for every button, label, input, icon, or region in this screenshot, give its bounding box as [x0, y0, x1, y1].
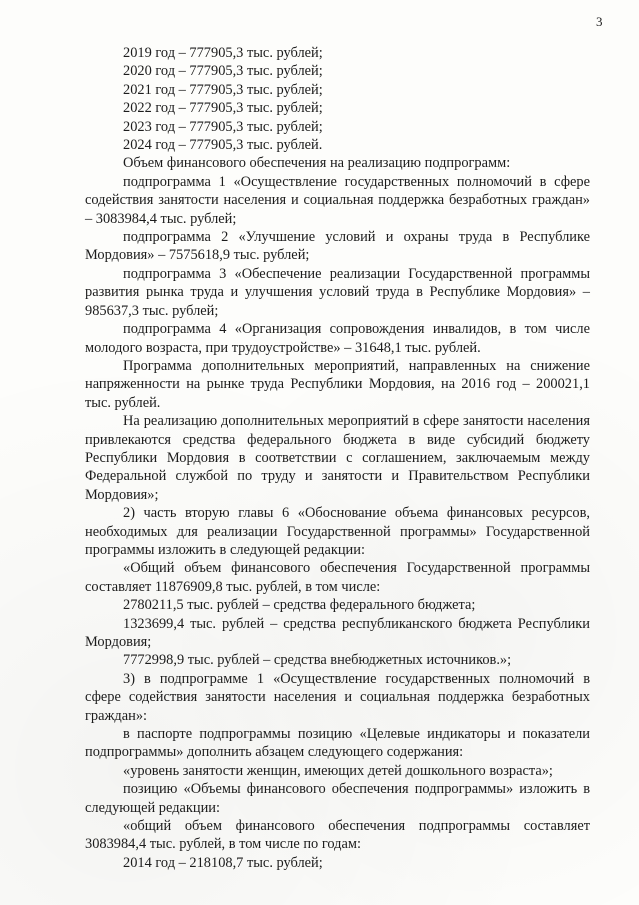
paragraph: подпрограмма 4 «Организация сопровождения инвалидов, в том числе молодого возраста, при трудоустройстве» – 31648,1 тыс. рублей. — [85, 321, 590, 356]
paragraph: позицию «Объемы финансового обеспечения подпрограммы» изложить в следующей редакции: — [85, 781, 590, 816]
year-line: 2020 год – 777905,3 тыс. рублей; — [123, 63, 323, 80]
paragraph: На реализацию дополнительных мероприятий в сфере занятости населения привлекаются средства федерального бюджета в виде субсидий бюджету Республики Мордовия в соответствии с соглашением, заключаемым между Федеральной службой по труду и занятости и Правительством Республики Мордовия»; — [85, 413, 590, 503]
paragraph: 2014 год – 218108,7 тыс. рублей; — [123, 854, 323, 871]
paragraph: 7772998,9 тыс. рублей – средства внебюджетных источников.»; — [123, 652, 512, 669]
paragraph: подпрограмма 3 «Обеспечение реализации Государственной программы развития рынка труда и улучшения условий труда в Республике Мордовия» – 985637,3 тыс. рублей; — [85, 265, 590, 319]
paragraph: подпрограмма 2 «Улучшение условий и охраны труда в Республике Мордовия» – 7575618,9 тыс. рублей; — [85, 229, 590, 264]
year-line: 2024 год – 777905,3 тыс. рублей. — [123, 137, 323, 154]
year-line: 2023 год – 777905,3 тыс. рублей; — [123, 118, 323, 135]
year-line: 2022 год – 777905,3 тыс. рублей; — [123, 100, 323, 117]
paragraph: подпрограмма 1 «Осуществление государственных полномочий в сфере содействия занятости населения и социальная поддержка безработных граждан» – 3083984,4 тыс. рублей; — [85, 173, 590, 227]
paragraph: «общий объем финансового обеспечения подпрограммы составляет 3083984,4 тыс. рублей, в том числе по годам: — [85, 818, 590, 853]
year-line: 2021 год – 777905,3 тыс. рублей; — [123, 81, 323, 98]
paragraph: «уровень занятости женщин, имеющих детей дошкольного возраста»; — [123, 762, 553, 779]
paragraph: 2) часть вторую главы 6 «Обоснование объема финансовых ресурсов, необходимых для реализации Государственной программы» Государственной программы изложить в следующей редакции: — [85, 505, 590, 558]
paragraph: Объем финансового обеспечения на реализацию подпрограмм: — [123, 155, 511, 172]
paragraph: 1323699,4 тыс. рублей – средства республиканского бюджета Республики Мордовия; — [85, 615, 590, 650]
paragraph: Программа дополнительных мероприятий, направленных на снижение напряженности на рынке труда Республики Мордовия, на 2016 год – 200021,1 тыс. рублей. — [85, 357, 590, 411]
paragraph: 2780211,5 тыс. рублей – средства федерального бюджета; — [123, 597, 476, 614]
year-line: 2019 год – 777905,3 тыс. рублей; — [123, 45, 323, 61]
paragraph: 3) в подпрограмме 1 «Осуществление государственных полномочий в сфере содействия занятости населения и социальная поддержка безработных граждан»: — [85, 670, 590, 724]
document-body — [85, 44, 590, 872]
page-number: 3 — [596, 14, 603, 29]
paragraph: «Общий объем финансового обеспечения Государственной программы составляет 11876909,8 тыс. рублей, в том числе: — [85, 560, 590, 595]
paragraph: в паспорте подпрограммы позицию «Целевые индикаторы и показатели подпрограммы» дополнить абзацем следующего содержания: — [85, 726, 590, 761]
